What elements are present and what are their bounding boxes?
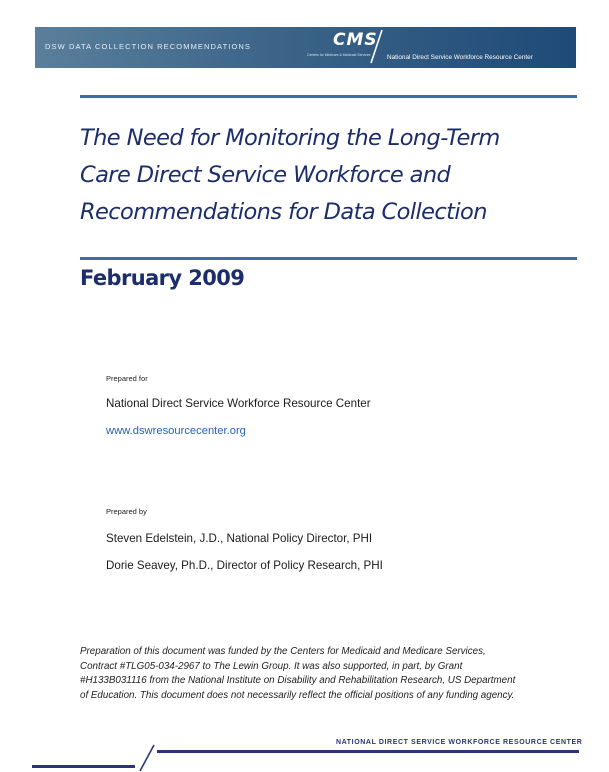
footer-org-name: NATIONAL DIRECT SERVICE WORKFORCE RESOURCE CENTER <box>336 739 583 746</box>
author-1: Steven Edelstein, J.D., National Policy Director, PHI <box>106 532 373 545</box>
cms-logo <box>307 29 387 65</box>
cms-logo-text: CMS <box>333 30 378 50</box>
publication-date: February 2009 <box>80 266 245 290</box>
website-link[interactable]: www.dswresourcecenter.org <box>106 425 246 437</box>
author-2: Dorie Seavey, Ph.D., Director of Policy Research, PHI <box>106 559 383 572</box>
funding-statement <box>80 645 585 703</box>
banner-title: DSW DATA COLLECTION RECOMMENDATIONS <box>45 42 252 51</box>
header-banner <box>35 27 576 68</box>
cms-logo-subtext: Centers for Medicare & Medicaid Services <box>307 53 371 57</box>
funding-line-2: Contract #TLG05-034-2967 to The Lewin Group. It was also supported, in part, by Grant <box>80 660 463 672</box>
prepared-for-org: National Direct Service Workforce Resource Center <box>106 397 371 410</box>
document-title <box>80 120 580 231</box>
title-line-1: The Need for Monitoring the Long-Term <box>80 125 500 151</box>
footer-slash-icon <box>134 744 158 772</box>
funding-line-4: of Education. This document does not necessarily reflect the official positions of any funding agency. <box>80 689 515 701</box>
prepared-for-label: Prepared for <box>106 374 148 383</box>
footer-rule-right <box>157 750 579 753</box>
banner-org-name: National Direct Service Workforce Resource Center <box>387 54 533 61</box>
footer-rule-left <box>32 765 135 768</box>
title-line-3: Recommendations for Data Collection <box>80 199 487 225</box>
top-rule <box>80 95 577 98</box>
date-rule <box>80 257 577 260</box>
title-line-2: Care Direct Service Workforce and <box>80 162 451 188</box>
funding-line-1: Preparation of this document was funded by the Centers for Medicaid and Medicare Services, <box>80 646 486 657</box>
funding-line-3: #H133B031116 from the National Institute on Disability and Rehabilitation Research, US Department <box>80 675 516 687</box>
slash-icon <box>367 29 387 65</box>
prepared-by-label: Prepared by <box>106 507 147 516</box>
